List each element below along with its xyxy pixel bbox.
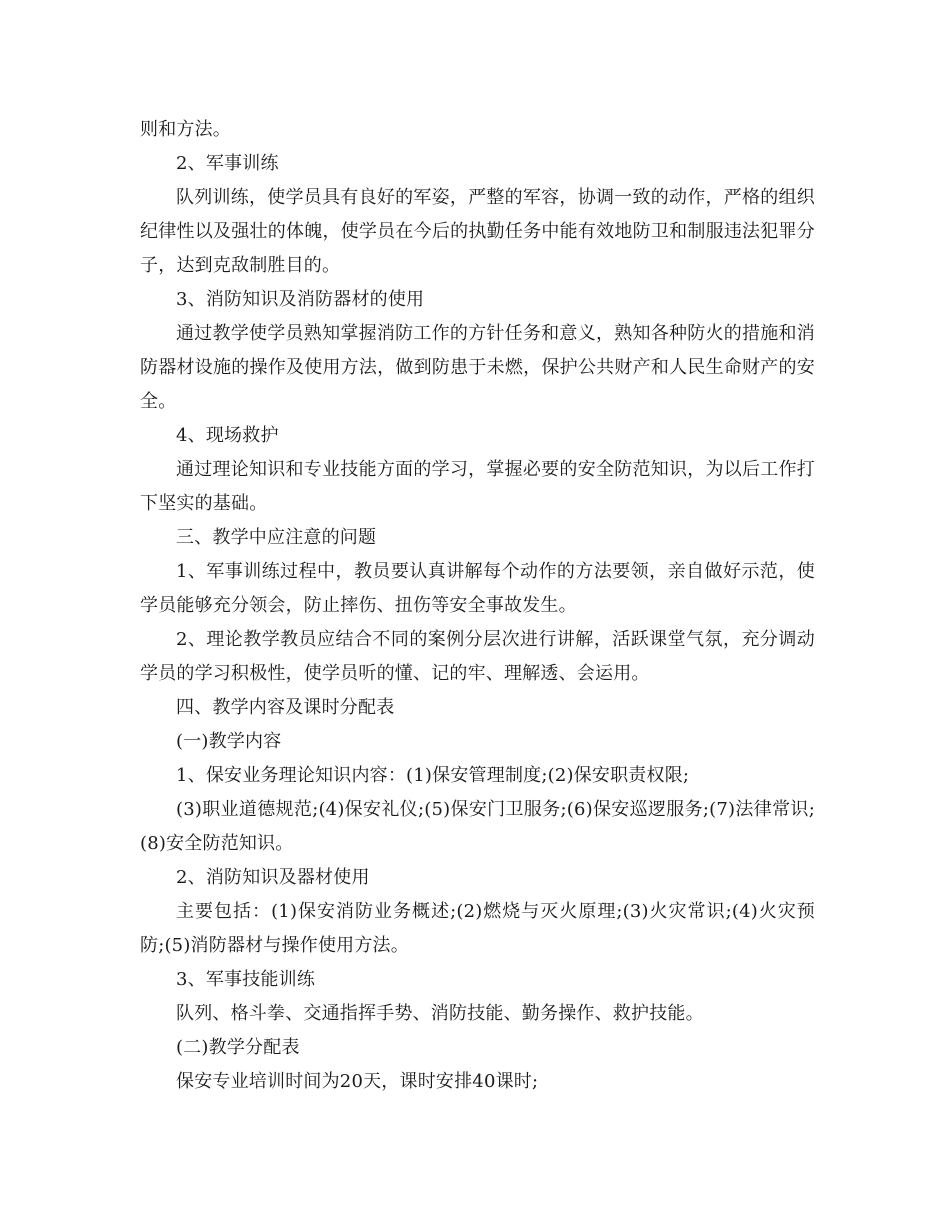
subheading-allocation-table: (二)教学分配表 — [176, 1037, 300, 1058]
paragraph-fire-equipment: 主要包括：(1)保安消防业务概述;(2)燃烧与灭火原理;(3)火灾常识;(4)火灾预防;(5)消防器材与操作使用方法。 — [140, 901, 815, 956]
document-body — [140, 113, 815, 1099]
paragraph-military-skills: 队列、格斗拳、交通指挥手势、消防技能、勤务操作、救护技能。 — [176, 1003, 704, 1024]
paragraph-theory-content-cont: (3)职业道德规范;(4)保安礼仪;(5)保安门卫服务;(6)保安巡逻服务;(7)法律常识;(8)安全防范知识。 — [140, 799, 815, 854]
paragraph-first-aid: 通过理论知识和专业技能方面的学习，掌握必要的安全防范知识，为以后工作打下坚实的基础。 — [140, 459, 815, 514]
subheading-teaching-content: (一)教学内容 — [176, 731, 282, 752]
paragraph-military-training: 队列训练，使学员具有良好的军姿，严整的军容，协调一致的动作，严格的组织纪律性以及强壮的体魄，使学员在今后的执勤任务中能有效地防卫和制服违法犯罪分子，达到克敌制胜目的。 — [140, 187, 815, 276]
heading-fire-knowledge: 3、消防知识及消防器材的使用 — [176, 289, 425, 310]
heading-military-skills: 3、军事技能训练 — [176, 969, 316, 990]
section-heading-four: 四、教学内容及课时分配表 — [176, 697, 395, 718]
paragraph-teaching-note-2: 2、理论教学教员应结合不同的案例分层次进行讲解，活跃课堂气氛，充分调动学员的学习积极性，使学员听的懂、记的牢、理解透、会运用。 — [140, 629, 815, 684]
paragraph-fire-knowledge: 通过教学使学员熟知掌握消防工作的方针任务和意义，熟知各种防火的措施和消防器材设施的操作及使用方法，做到防患于未燃，保护公共财产和人民生命财产的安全。 — [140, 323, 815, 412]
paragraph-continuation: 则和方法。 — [140, 119, 231, 140]
heading-fire-equipment: 2、消防知识及器材使用 — [176, 867, 370, 888]
heading-military-training: 2、军事训练 — [176, 153, 279, 174]
heading-first-aid: 4、现场救护 — [176, 425, 279, 446]
paragraph-training-schedule: 保安专业培训时间为20天，课时安排40课时; — [176, 1071, 539, 1092]
paragraph-theory-content: 1、保安业务理论知识内容：(1)保安管理制度;(2)保安职责权限; — [176, 765, 690, 786]
section-heading-three: 三、教学中应注意的问题 — [176, 527, 377, 548]
paragraph-teaching-note-1: 1、军事训练过程中，教员要认真讲解每个动作的方法要领，亲自做好示范，使学员能够充分领会，防止摔伤、扭伤等安全事故发生。 — [140, 561, 815, 616]
